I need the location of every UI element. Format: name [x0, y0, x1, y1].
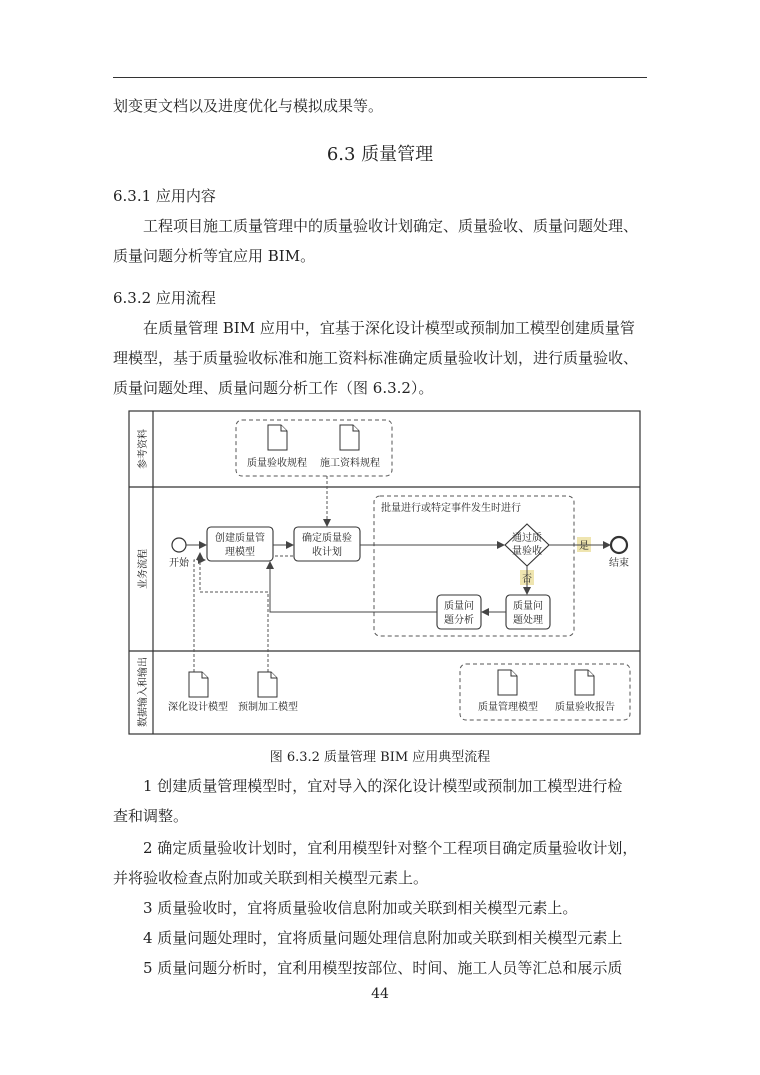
intro-line: 划变更文档以及进度优化与模拟成果等。	[113, 97, 384, 115]
gateway-label-2: 量验收	[512, 546, 542, 557]
item-3: 3 质量验收时，宜将质量验收信息附加或关联到相关模型元素上。	[143, 899, 578, 917]
paragraph-631-line1: 工程项目施工质量管理中的质量验收计划确定、质量验收、质量问题处理、	[143, 217, 639, 235]
item-4: 4 质量问题处理时，宜将质量问题处理信息附加或关联到相关模型元素上	[143, 929, 623, 947]
doc-construction-spec: 施工资料规程	[320, 458, 380, 469]
task-handle-label-2: 题处理	[513, 615, 543, 626]
output-acceptance-report: 质量验收报告	[555, 702, 615, 713]
paragraph-632-line3: 质量问题处理、质量问题分析工作（图 6.3.2）。	[113, 379, 434, 397]
lane-label-process: 业务流程	[138, 549, 149, 589]
input-design-model: 深化设计模型	[168, 702, 228, 713]
item-2-line1: 2 确定质量验收计划时，宜利用模型针对整个工程项目确定质量验收计划，	[143, 839, 638, 857]
lane-label-data-io: 数据输入和输出	[138, 657, 149, 727]
paragraph-632-line1: 在质量管理 BIM 应用中，宜基于深化设计模型或预制加工模型创建质量管	[143, 319, 635, 337]
subsection-heading-632: 6.3.2 应用流程	[113, 289, 216, 307]
end-label: 结束	[609, 558, 629, 569]
task-analyze-label-1: 质量问	[444, 601, 474, 612]
task-analyze-label-2: 题分析	[444, 615, 474, 626]
figure-caption: 图 6.3.2 质量管理 BIM 应用典型流程	[269, 750, 491, 765]
lane-label-reference: 参考资料	[138, 429, 149, 469]
document-icon	[189, 672, 208, 697]
paragraph-632-line2: 理模型，基于质量验收标准和施工资料标准确定质量验收计划，进行质量验收、	[113, 349, 639, 367]
output-quality-model: 质量管理模型	[478, 702, 538, 713]
task-handle-label-1: 质量问	[513, 601, 543, 612]
start-event	[172, 538, 186, 552]
section-title: 6.3 质量管理	[326, 144, 434, 165]
document-icon	[575, 670, 594, 695]
paragraph-631-line2: 质量问题分析等宜应用 BIM。	[113, 247, 316, 265]
task-create-label-1: 创建质量管	[215, 533, 265, 544]
document-icon	[340, 425, 359, 450]
gateway-quality-check	[505, 524, 549, 566]
batch-label: 批量进行或特定事件发生时进行	[381, 503, 521, 514]
no-label: 否	[522, 574, 532, 585]
start-label: 开始	[169, 558, 189, 569]
item-1-line1: 1 创建质量管理模型时，宜对导入的深化设计模型或预制加工模型进行检	[143, 777, 623, 795]
task-plan-label-1: 确定质量验	[302, 533, 352, 544]
document-icon	[268, 425, 287, 450]
task-create-label-2: 理模型	[225, 547, 255, 558]
document-icon	[258, 672, 277, 697]
end-event	[611, 537, 627, 553]
subsection-heading-631: 6.3.1 应用内容	[113, 187, 216, 205]
input-prefab-model: 预制加工模型	[238, 702, 298, 713]
page-number: 44	[371, 986, 389, 1002]
gateway-label-1: 通过质	[512, 533, 542, 544]
item-2-line2: 并将验收检查点附加或关联到相关模型元素上。	[113, 869, 429, 887]
item-5: 5 质量问题分析时，宜利用模型按部位、时间、施工人员等汇总和展示质	[143, 959, 623, 977]
task-plan-label-2: 收计划	[312, 547, 342, 558]
document-icon	[498, 670, 517, 695]
item-1-line2: 查和调整。	[113, 807, 189, 825]
data-associations	[194, 476, 327, 672]
doc-quality-spec: 质量验收规程	[247, 458, 307, 469]
yes-label: 是	[579, 541, 589, 552]
